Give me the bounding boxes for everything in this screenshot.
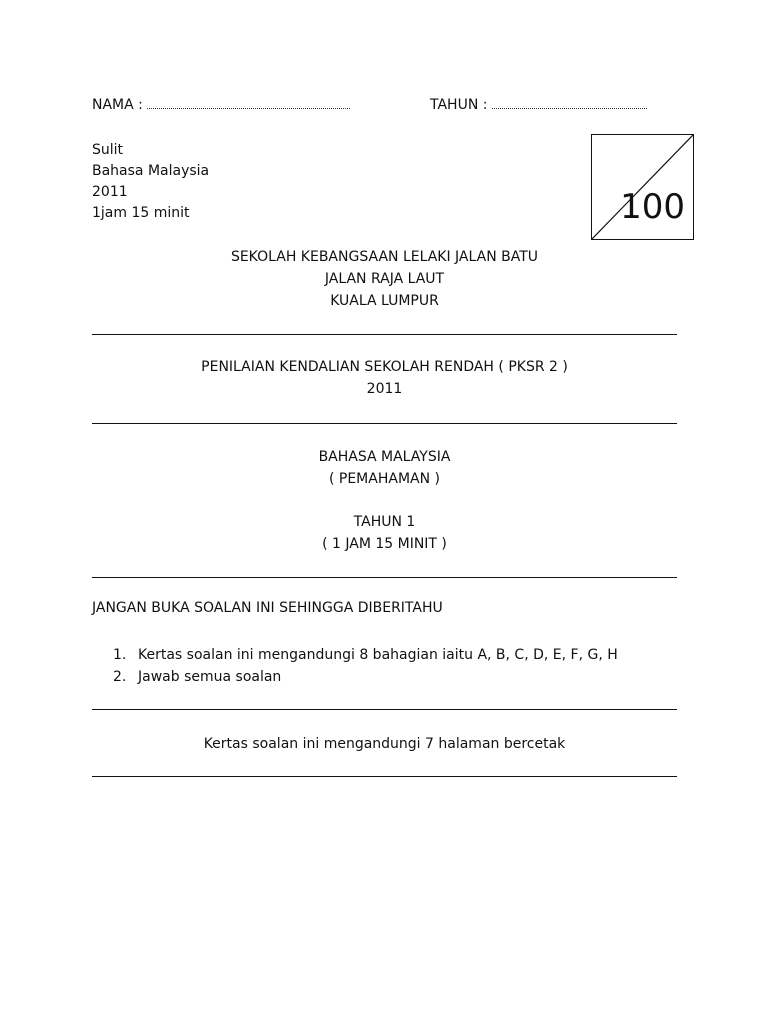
warning-text: JANGAN BUKA SOALAN INI SEHINGGA DIBERITAHU [92, 600, 443, 616]
subject-grade: TAHUN 1 [353, 514, 416, 530]
item-number: 2. [113, 669, 127, 685]
divider [92, 776, 677, 777]
name-label: NAMA : [92, 97, 143, 113]
divider [92, 709, 677, 710]
item-text: Jawab semua soalan [138, 669, 282, 685]
subject-paper: ( PEMAHAMAN ) [328, 471, 440, 487]
subject-duration: ( 1 JAM 15 MINIT ) [322, 536, 447, 552]
year-label: TAHUN : [430, 97, 488, 113]
school-street: JALAN RAJA LAUT [324, 271, 445, 287]
grade-block [92, 511, 677, 555]
meta-duration: 1jam 15 minit [92, 205, 190, 221]
exam-year: 2011 [366, 381, 403, 397]
school-name: SEKOLAH KEBANGSAAN LELAKI JALAN BATU [230, 249, 539, 265]
divider [92, 577, 677, 578]
score-total: 100 [620, 187, 685, 227]
item-number: 1. [113, 647, 127, 663]
divider [92, 423, 677, 424]
item-text: Kertas soalan ini mengandungi 8 bahagian iaitu A, B, C, D, E, F, G, H [138, 647, 618, 663]
meta-subject: Bahasa Malaysia [92, 163, 210, 179]
school-block [92, 246, 677, 312]
score-box [591, 134, 694, 240]
school-city: KUALA LUMPUR [330, 293, 439, 309]
year-field [430, 97, 647, 113]
footer-note: Kertas soalan ini mengandungi 7 halaman bercetak [203, 736, 566, 752]
name-blank [147, 97, 350, 109]
subject-block [92, 446, 677, 490]
year-blank [492, 97, 647, 109]
meta-year: 2011 [92, 184, 128, 200]
meta-block [92, 140, 209, 224]
divider [92, 334, 677, 335]
list-item [113, 666, 618, 688]
list-item [113, 644, 618, 666]
meta-classification: Sulit [92, 142, 124, 158]
exam-title: PENILAIAN KENDALIAN SEKOLAH RENDAH ( PKSR 2 ) [201, 359, 568, 375]
subject-name: BAHASA MALAYSIA [318, 449, 451, 465]
name-field [92, 97, 350, 113]
exam-block [92, 356, 677, 400]
instruction-list [113, 644, 618, 688]
